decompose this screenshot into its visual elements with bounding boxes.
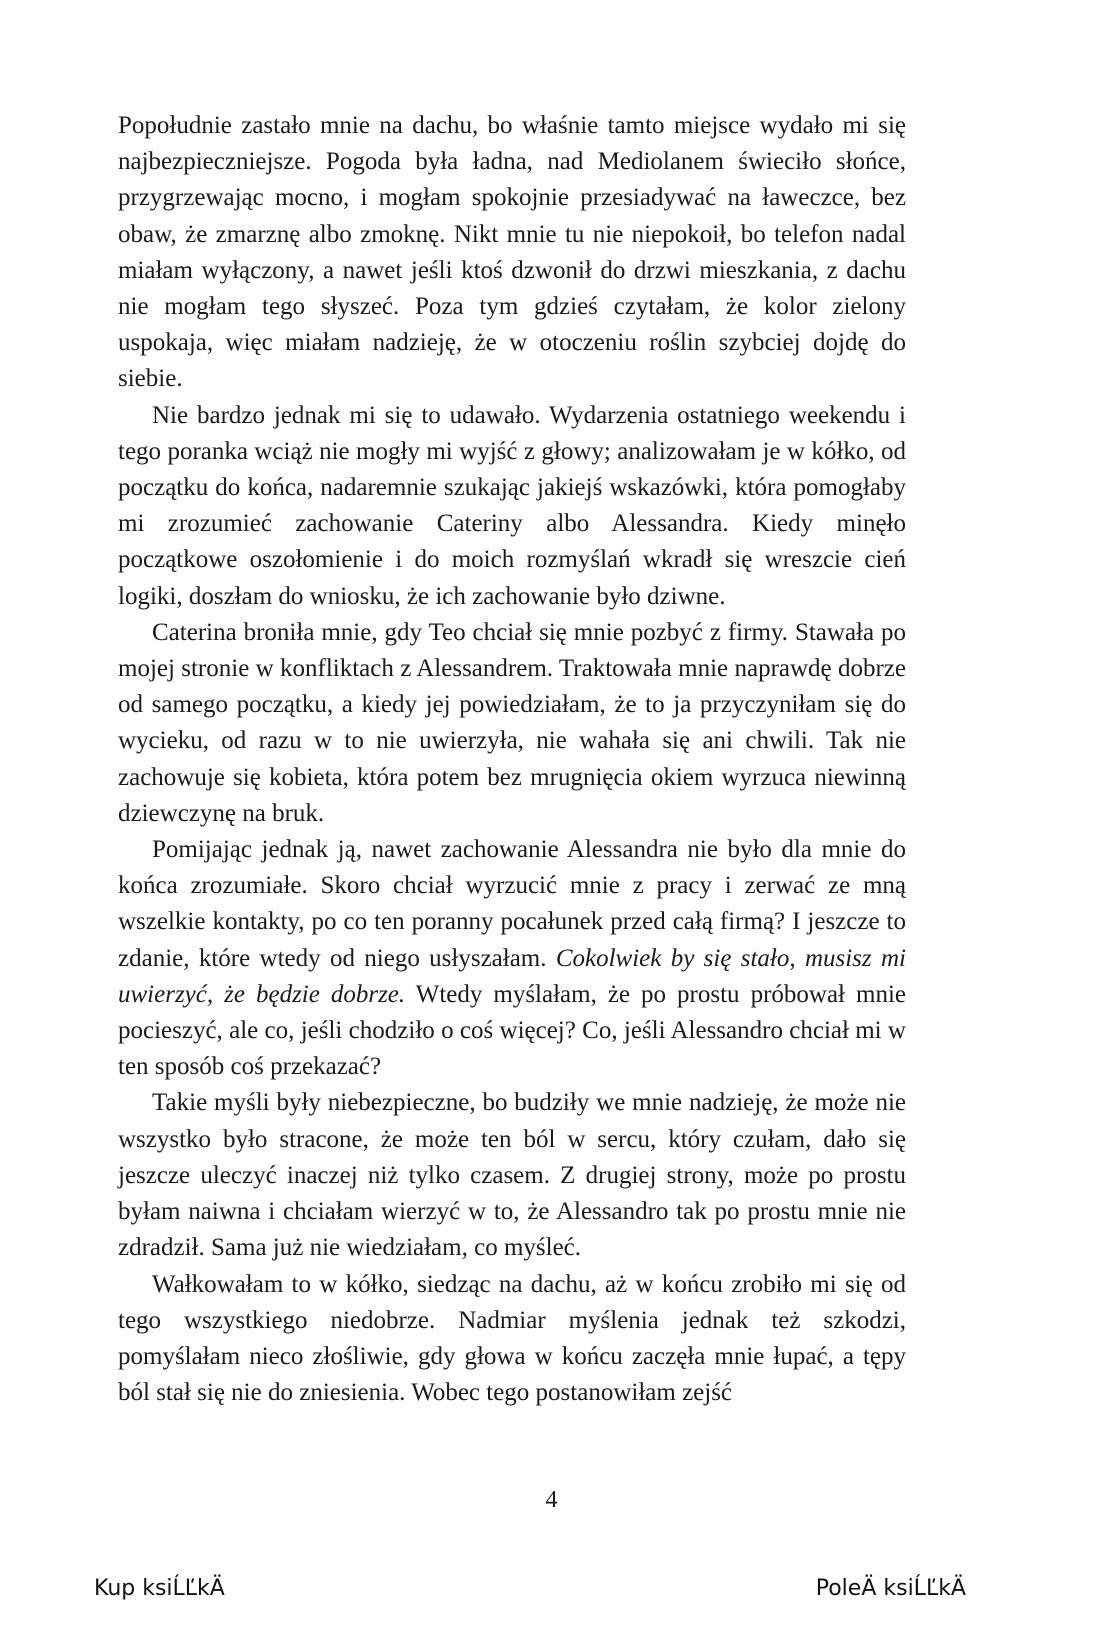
paragraph-6: Wałkowałam to w kółko, siedząc na dachu, aż w końcu zrobiło mi się od tego wszystkiego niedobrze. Nadmiar myślenia jednak też szkodzi, pomyślałam nieco złośliwie, gdy głowa w końcu zaczęła mnie łupać, a tępy ból stał się nie do zniesienia. Wobec tego postanowiłam zejść — [118, 1270, 906, 1407]
paragraph-1: Popołudnie zastało mnie na dachu, bo właśnie tamto miejsce wydało mi się najbezpieczniejsze. Pogoda była ładna, nad Mediolanem świeciło słońce, przygrzewając mocno, i mogłam spokojnie przesiadywać na ławeczce, bez obaw, że zmarznę albo zmoknę. Nikt mnie tu nie niepokoił, bo telefon nadal miałam wyłączony, a nawet jeśli ktoś dzwonił do drzwi mieszkania, z dachu nie mogłam tego słyszeć. Poza tym gdzieś czytałam, że kolor zielony uspokaja, więc miałam nadzieję, że w otoczeniu roślin szybciej dojdę do siebie. — [118, 112, 906, 393]
recommend-book-link[interactable]: PoleÄ ksiĹĽkÄ — [815, 1576, 966, 1601]
paragraph-4-text-after: Wtedy myślałam, że po prostu próbował mnie pocieszyć, ale co, jeśli chodziło o coś więcej? Co, jeśli Alessandro chciał mi w ten sposób coś przekazać? — [118, 980, 906, 1081]
paragraph-3: Caterina broniła mnie, gdy Teo chciał się mnie pozbyć z firmy. Stawała po mojej stronie w konfliktach z Alessandrem. Traktowała mnie naprawdę dobrze od samego początku, a kiedy jej powiedziałam, że to ja przyczyniłam się do wycieku, od razu w to nie uwierzyła, nie wahała się ani chwili. Tak nie zachowuje się kobieta, która potem bez mrugnięcia okiem wyrzuca niewinną dziewczynę na bruk. — [118, 618, 906, 827]
paragraph-4-italic-quote: Cokolwiek by się stało, musisz mi uwierzyć, że będzie dobrze. — [118, 944, 906, 1008]
paragraph-5: Takie myśli były niebezpieczne, bo budziły we mnie nadzieję, że może nie wszystko było stracone, że może ten ból w sercu, który czułam, dało się jeszcze uleczyć inaczej niż tylko czasem. Z drugiej strony, może po prostu byłam naiwna i chciałam wierzyć w to, że Alessandro tak po prostu mnie nie zdradził. Sama już nie wiedziałam, co myśleć. — [118, 1089, 906, 1262]
paragraph-2: Nie bardzo jednak mi się to udawało. Wydarzenia ostatniego weekendu i tego poranka wciąż nie mogły mi wyjść z głowy; analizowałam je w kółko, od początku do końca, nadaremnie szukając jakiejś wskazówki, która pomogłaby mi zrozumieć zachowanie Cateriny albo Alessandra. Kiedy minęło początkowe oszołomienie i do moich rozmyślań wkradł się wreszcie cień logiki, doszłam do wniosku, że ich zachowanie było dziwne. — [118, 401, 906, 610]
page-number: 4 — [545, 1487, 558, 1513]
book-page-text — [118, 108, 906, 1411]
paragraph-4 — [118, 832, 906, 1085]
buy-book-link[interactable]: Kup ksiĹĽkÄ — [94, 1576, 225, 1601]
paragraph-4-text-before: Pomijając jednak ją, nawet zachowanie Alessandra nie było dla mnie do końca zrozumiałe. Skoro chciał wyrzucić mnie z pracy i zerwać ze mną wszelkie kontakty, po co ten poranny pocałunek przed całą firmą? I jeszcze to zdanie, które wtedy od niego usłyszałam. — [118, 836, 906, 972]
